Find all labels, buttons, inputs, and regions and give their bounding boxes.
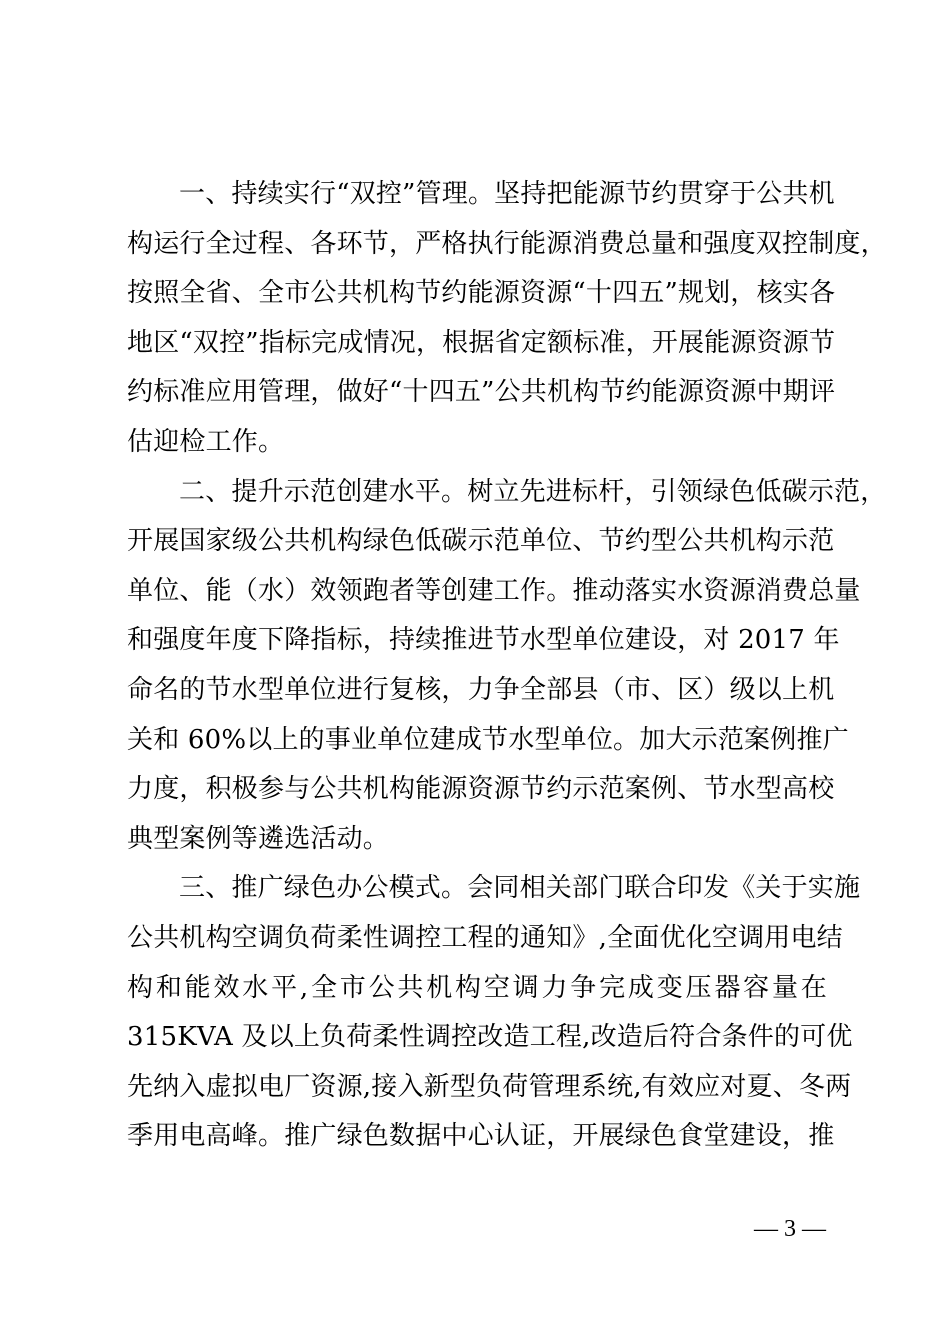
text-line: 单位、能（水）效领跑者等创建工作。推动落实水资源消费总量 <box>127 575 861 606</box>
text-line: 关和 60%以上的事业单位建成节水型单位。加大示范案例推广 <box>127 724 849 755</box>
text-line: 构运行全过程、各环节，严格执行能源消费总量和强度双控制度， <box>127 228 887 259</box>
text-line: 构和能效水平,全市公共机构空调力争完成变压器容量在 <box>127 972 827 1003</box>
text-line: 典型案例等遴选活动。 <box>127 823 390 854</box>
text-line: 先纳入虚拟电厂资源,接入新型负荷管理系统,有效应对夏、冬两 <box>127 1071 852 1102</box>
text-line: 约标准应用管理，做好“十四五”公共机构节约能源资源中期评 <box>127 377 836 408</box>
paragraph-green-office <box>127 864 861 1162</box>
text-line: 三、推广绿色办公模式。会同相关部门联合印发《关于实施 <box>179 873 861 904</box>
text-line: 地区“双控”指标完成情况，根据省定额标准，开展能源资源节 <box>127 327 836 358</box>
text-line: 二、提升示范创建水平。树立先进标杆，引领绿色低碳示范， <box>179 476 887 507</box>
paragraph-double-control <box>127 170 887 468</box>
text-line: 315KVA 及以上负荷柔性调控改造工程,改造后符合条件的可优 <box>127 1022 853 1053</box>
text-line: 一、持续实行“双控”管理。坚持把能源节约贯穿于公共机 <box>179 179 835 209</box>
text-line: 公共机构空调负荷柔性调控工程的通知》,全面优化空调用电结 <box>127 922 843 953</box>
text-line: 命名的节水型单位进行复核，力争全部县（市、区）级以上机 <box>127 674 835 705</box>
text-line: 季用电高峰。推广绿色数据中心认证，开展绿色食堂建设，推 <box>127 1121 835 1152</box>
text-line: 估迎检工作。 <box>127 426 285 457</box>
page-number: — 3 — <box>754 1216 826 1242</box>
text-line: 按照全省、全市公共机构节约能源资源“十四五”规划，核实各 <box>127 278 836 309</box>
text-line: 和强度年度下降指标，持续推进节水型单位建设，对 2017 年 <box>127 625 840 656</box>
text-line: 开展国家级公共机构绿色低碳示范单位、节约型公共机构示范 <box>127 526 835 557</box>
paragraph-demonstration <box>127 468 887 865</box>
text-line: 力度，积极参与公共机构能源资源节约示范案例、节水型高校 <box>127 774 835 805</box>
document-body <box>127 170 887 1162</box>
